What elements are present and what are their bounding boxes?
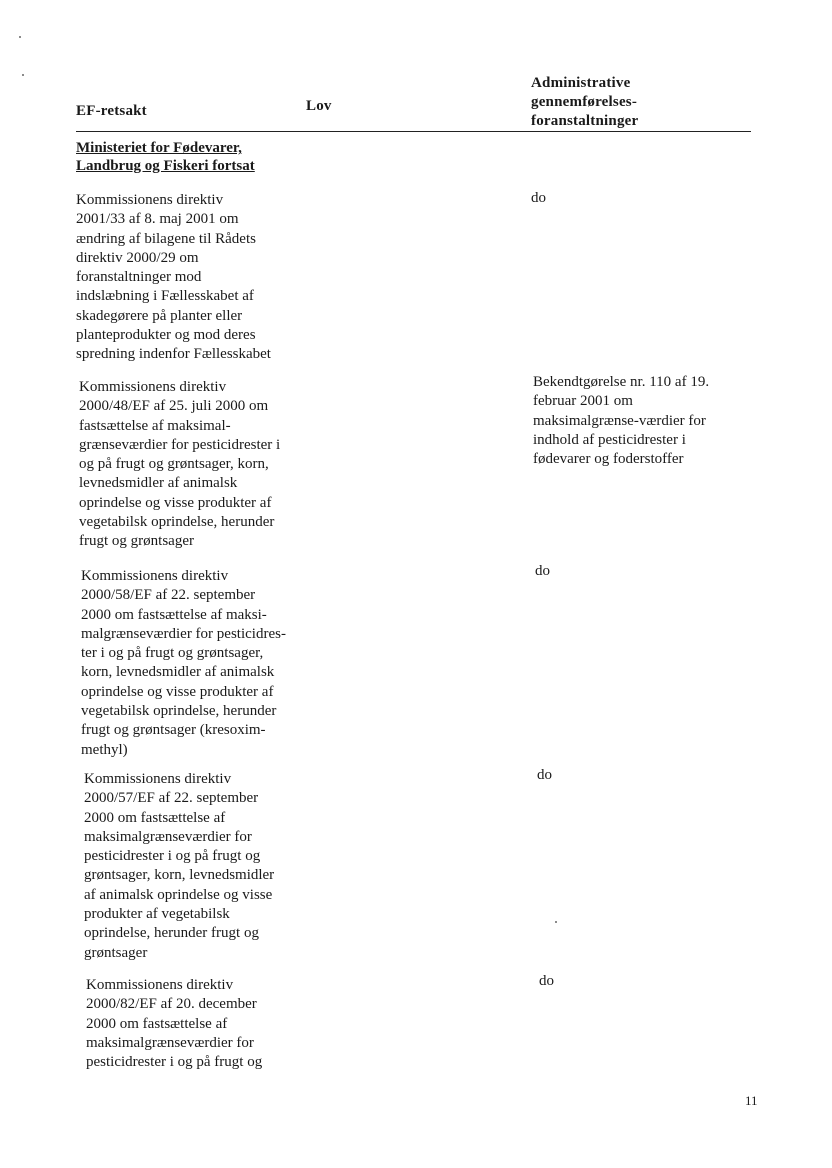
admin-entry: do — [535, 563, 550, 579]
ef-entry: Kommissionens direktiv 2000/57/EF af 22. september 2000 om fastsættelse af maksimalgrænseværdier for pesticidrester i og på frugt og grøntsager, korn, levnedsmidler af animalsk oprindelse og visse produkter af vegetabilsk oprindelse, herunder frugt og grøntsager — [84, 771, 275, 961]
column-header-administrative — [531, 74, 731, 131]
scan-speck — [19, 36, 21, 38]
ef-entry: Kommissionens direktiv 2001/33 af 8. maj 2001 om ændring af bilagene til Rådets direktiv 2000/29 om foranstaltninger mod indslæbning i Fællesskabet af skadegørere på planter eller planteprodukter og mod deres spredning indenfor Fællesskabet — [76, 192, 271, 363]
ef-entry: Kommissionens direktiv 2000/58/EF af 22. september 2000 om fastsættelse af maksi- malgrænseværdier for pesticidres- ter i og på frugt og grøntsager, korn, levnedsmidler af animalsk oprindelse og visse produkter af vegetabilsk oprindelse, herunder frugt og grøntsager (kresoxim- methyl) — [81, 568, 286, 758]
column-header-administrative-text: Administrative gennemførelses- foranstaltninger — [531, 75, 639, 129]
section-title — [76, 139, 306, 175]
admin-entry: Bekendtgørelse nr. 110 af 19. februar 2001 om maksimalgrænse-værdier for indhold af pesticidrester i fødevarer og foderstoffer — [533, 374, 710, 468]
page-number: 11 — [745, 1093, 758, 1108]
ef-entry: Kommissionens direktiv 2000/48/EF af 25. juli 2000 om fastsættelse af maksimal- grænseværdier for pesticidrester i og på frugt og grøntsager, korn, levnedsmidler af animalsk oprindelse og visse produkter af vegetabilsk oprindelse, herunder frugt og grøntsager — [79, 379, 281, 550]
admin-entry: do — [539, 973, 554, 989]
header-divider — [76, 131, 751, 132]
scan-speck — [555, 921, 557, 923]
admin-entry: do — [531, 190, 546, 206]
column-header-lov: Lov — [306, 98, 332, 114]
column-header-ef-retsakt: EF-retsakt — [76, 103, 147, 119]
admin-entry: do — [537, 767, 552, 783]
ef-entry: Kommissionens direktiv 2000/82/EF af 20. december 2000 om fastsættelse af maksimalgrænseværdier for pesticidrester i og på frugt og — [86, 977, 263, 1071]
section-title-text: Ministeriet for Fødevarer, Landbrug og Fiskeri fortsat — [76, 140, 255, 174]
scan-speck — [22, 74, 24, 76]
